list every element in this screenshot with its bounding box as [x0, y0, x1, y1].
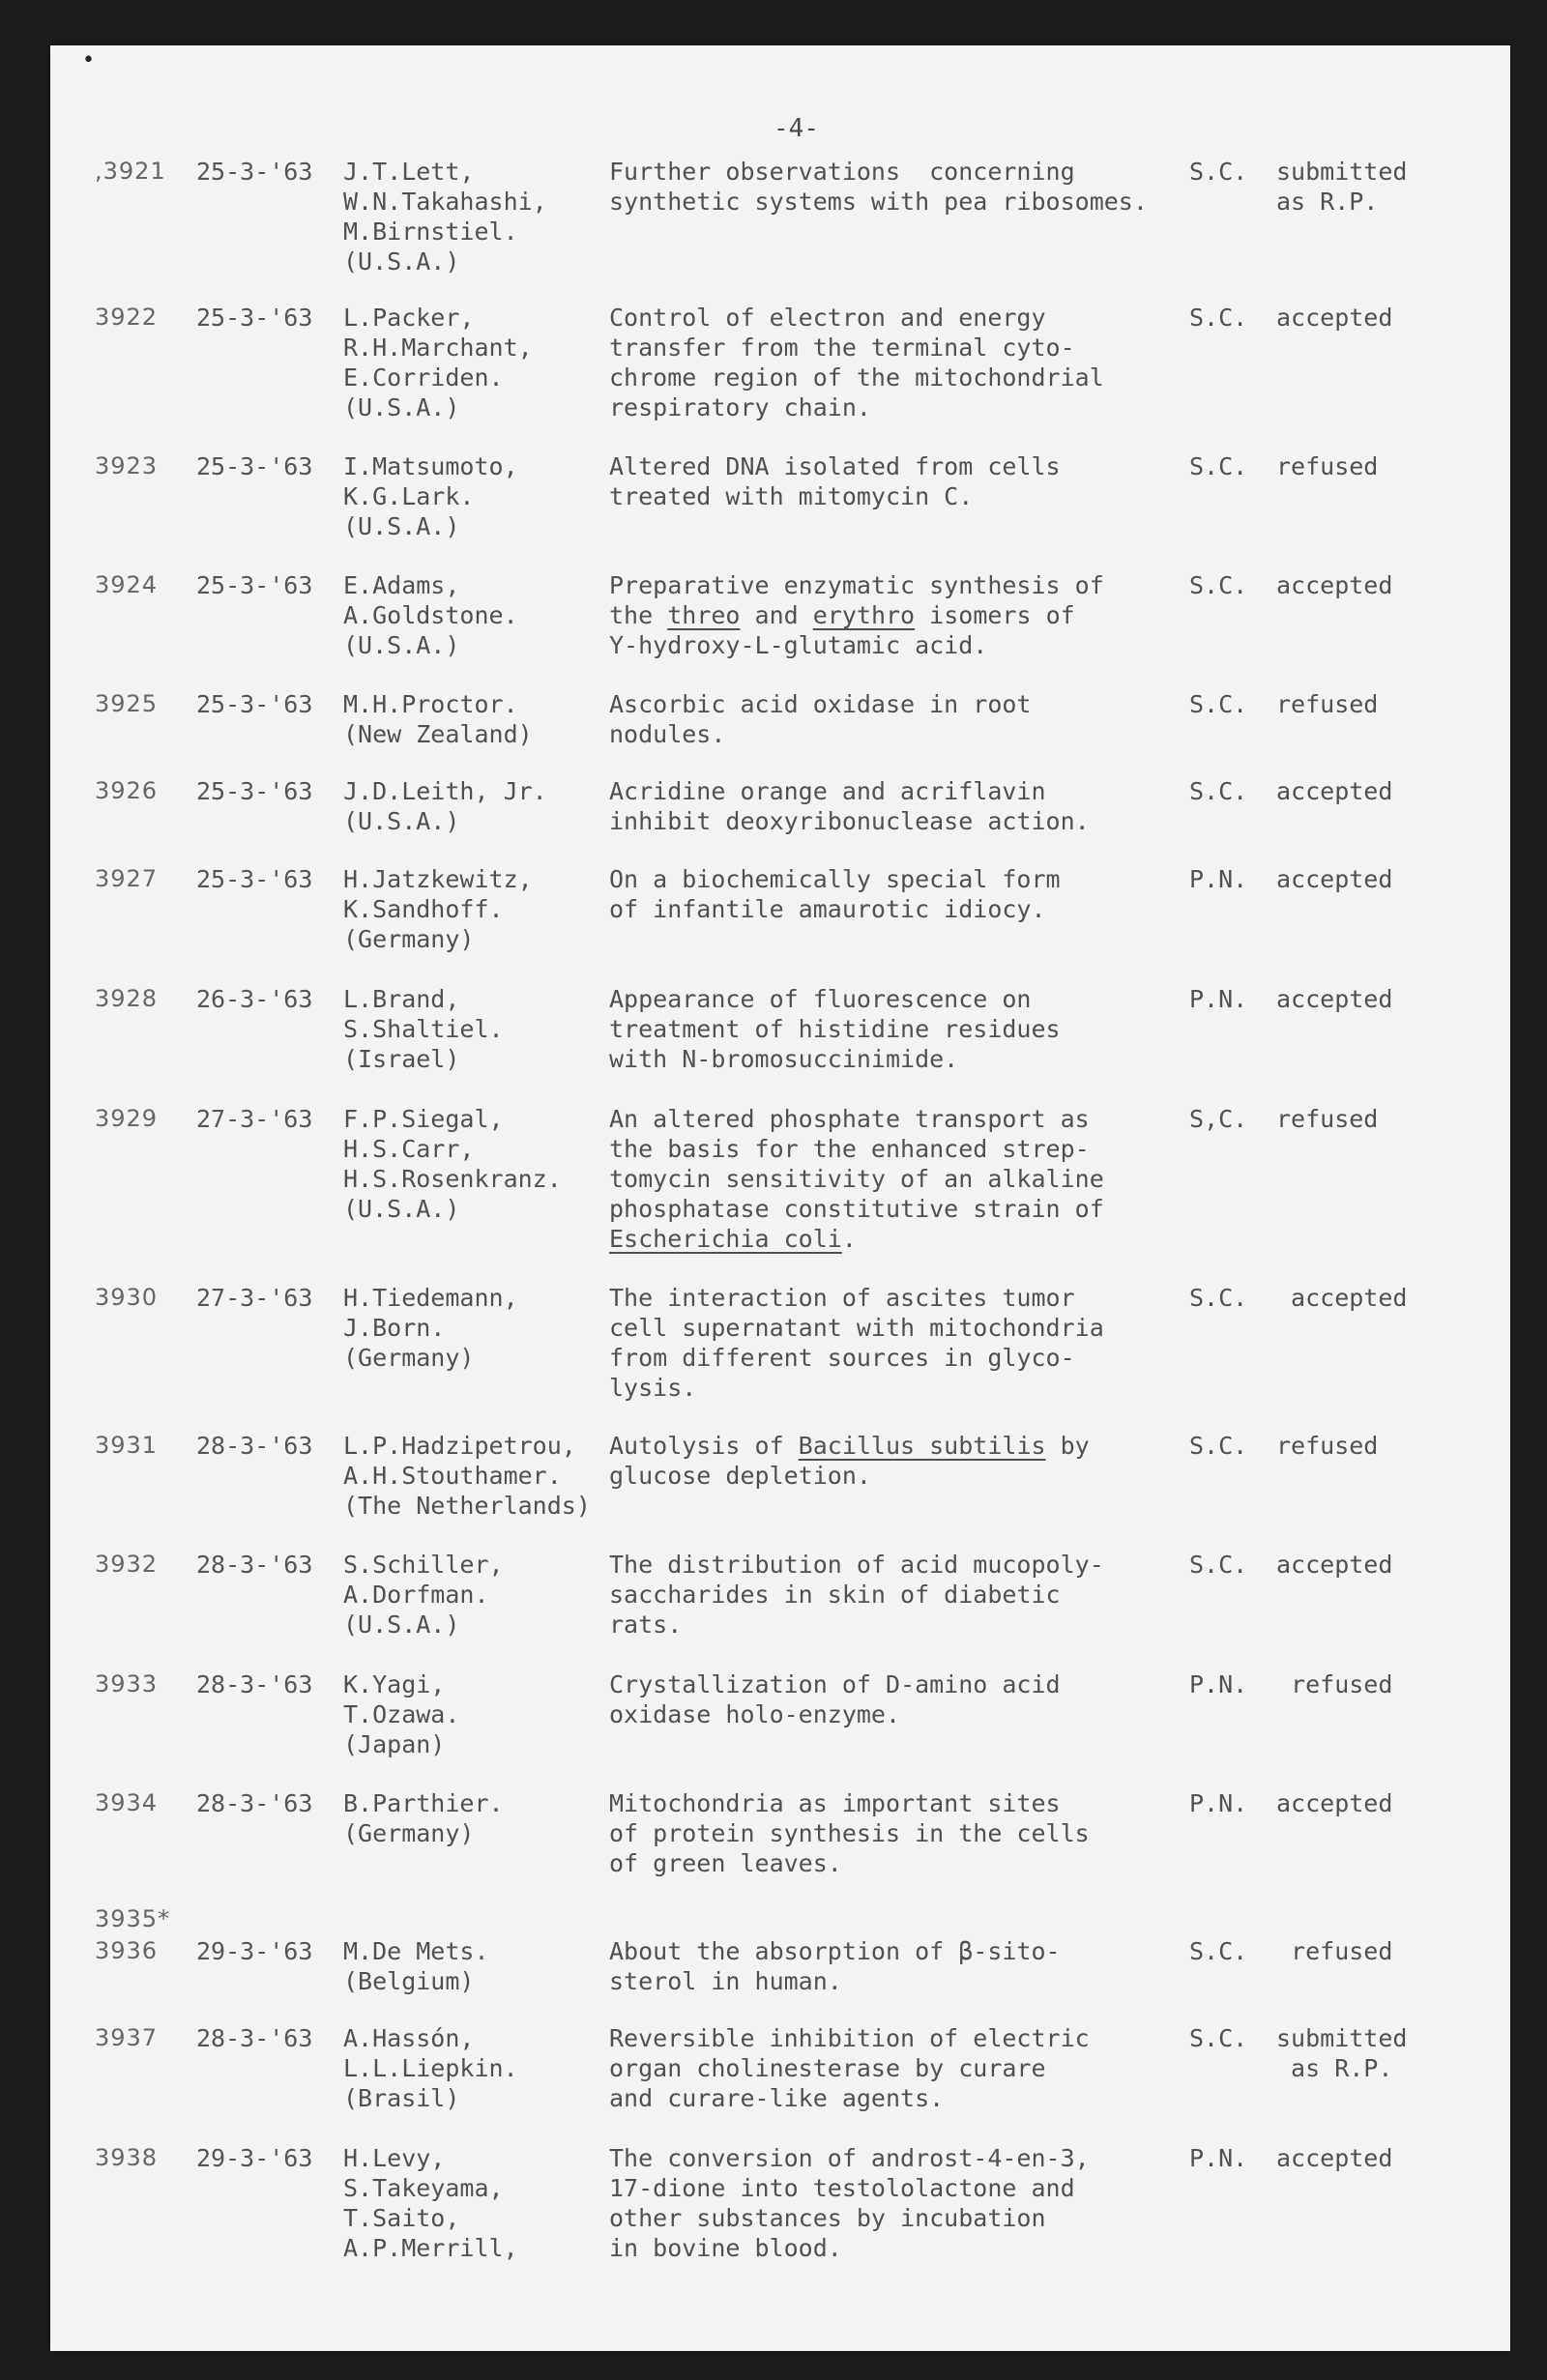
entry-author-line: K.G.Lark.	[343, 482, 475, 510]
entry-author-column	[343, 570, 518, 660]
entry-status-line: accepted	[1276, 1284, 1408, 1312]
entry-author-column	[343, 451, 518, 541]
entry-date: 27-3-'63	[196, 1284, 313, 1312]
entry-title-line: Reversible inhibition of electric	[609, 2024, 1090, 2052]
entry-number: 3925	[95, 690, 159, 717]
entry-number: ,3921	[95, 158, 166, 185]
entry-author-column	[343, 157, 547, 276]
entry-status-line: refused	[1276, 1670, 1393, 1698]
entry-title-line: Appearance of fluorescence on	[609, 985, 1032, 1013]
entry-author-line: (U.S.A.)	[343, 1611, 460, 1639]
entry-status-line: accepted	[1276, 1789, 1393, 1817]
entry-number: 3933	[95, 1670, 159, 1698]
entry-title-line: phosphatase constitutive strain of	[609, 1195, 1104, 1223]
entry-author-line: S.Shaltiel.	[343, 1015, 504, 1043]
entry-author-column	[343, 984, 504, 1074]
entry-status-column	[1276, 451, 1378, 481]
entry-title-line: treated with mitomycin C.	[609, 482, 974, 510]
entry-status-line: accepted	[1276, 2144, 1393, 2172]
entry-status-column	[1276, 1104, 1378, 1134]
entry-publication: S.C.	[1189, 690, 1248, 718]
entry-title-line: Y-hydroxy-L-glutamic acid.	[609, 631, 988, 659]
entry-status-column	[1276, 1283, 1407, 1313]
entry-status-line: accepted	[1276, 777, 1393, 805]
entry-status-line: refused	[1276, 690, 1379, 718]
entry-author-column	[343, 1104, 562, 1224]
entry-title-line: inhibit deoxyribonuclease action.	[609, 807, 1090, 835]
entry-author-line: L.L.Liepkin.	[343, 2054, 518, 2082]
entry-date: 25-3-'63	[196, 865, 313, 893]
entry-author-column	[343, 2023, 518, 2113]
entry-title-column	[609, 1431, 1090, 1491]
entry-publication: S,C.	[1189, 1105, 1248, 1133]
page-mark: •	[82, 48, 95, 73]
entry-title-column	[609, 157, 1148, 217]
entry-publication: S.C.	[1189, 1432, 1248, 1460]
entry-title-line: of protein synthesis in the cells	[609, 1819, 1090, 1847]
entry-number: 3932	[95, 1551, 159, 1578]
entry-status-line: accepted	[1276, 571, 1393, 599]
entry-author-column	[343, 2143, 518, 2263]
entry-author-column	[343, 1936, 489, 1996]
entry-title-line: Ascorbic acid oxidase in root	[609, 690, 1032, 718]
entry-title-line: Acridine orange and acriflavin	[609, 777, 1046, 805]
entry-title-line: saccharides in skin of diabetic	[609, 1581, 1061, 1609]
entry-title-line: Control of electron and energy	[609, 304, 1046, 332]
entry-title-line: treatment of histidine residues	[609, 1015, 1061, 1043]
entry-date: 28-3-'63	[196, 2024, 313, 2052]
entry-author-line: H.S.Rosenkranz.	[343, 1165, 562, 1193]
entry-author-line: W.N.Takahashi,	[343, 188, 547, 216]
entry-status-line: accepted	[1276, 985, 1393, 1013]
entry-title-line: the basis for the enhanced strep-	[609, 1135, 1090, 1163]
entry-number: 3922	[95, 304, 159, 331]
entry-title-line: Altered DNA isolated from cells	[609, 452, 1061, 480]
entry-author-line: (Belgium)	[343, 1967, 475, 1995]
entry-title-column	[609, 1283, 1104, 1403]
entry-author-line: L.Brand,	[343, 985, 460, 1013]
entry-status-line: as R.P.	[1276, 188, 1379, 216]
entry-title-column	[609, 2023, 1090, 2113]
entry-publication: P.N.	[1189, 985, 1248, 1013]
entry-publication: P.N.	[1189, 865, 1248, 893]
page-number: -4-	[774, 114, 819, 143]
entry-date: 26-3-'63	[196, 985, 313, 1013]
entry-title-column	[609, 2143, 1090, 2263]
entry-date: 25-3-'63	[196, 452, 313, 480]
entry-title-line: synthetic systems with pea ribosomes.	[609, 188, 1148, 216]
entry-title-column	[609, 1669, 1061, 1729]
entry-author-line: F.P.Siegal,	[343, 1105, 504, 1133]
entry-title-line: the threo and erythro isomers of	[609, 601, 1075, 629]
entry-title-column	[609, 1788, 1090, 1878]
entry-title-line: Autolysis of Bacillus subtilis by	[609, 1432, 1090, 1460]
entry-author-line: H.Jatzkewitz,	[343, 865, 533, 893]
entry-author-line: A.P.Merrill,	[343, 2234, 518, 2262]
entry-author-line: I.Matsumoto,	[343, 452, 518, 480]
entry-date: 29-3-'63	[196, 2144, 313, 2172]
entry-status-line: as R.P.	[1276, 2054, 1393, 2082]
entry-date: 28-3-'63	[196, 1551, 313, 1579]
entry-author-line: S.Schiller,	[343, 1551, 504, 1579]
entry-author-line: M.De Mets.	[343, 1937, 489, 1965]
entry-author-line: (U.S.A.)	[343, 393, 460, 421]
entry-title-line: An altered phosphate transport as	[609, 1105, 1090, 1133]
entry-publication: S.C.	[1189, 1937, 1248, 1965]
entry-author-line: S.Takeyama,	[343, 2174, 504, 2202]
entry-status-line: refused	[1276, 1937, 1393, 1965]
entry-author-line: A.Dorfman.	[343, 1581, 489, 1609]
entry-title-line: 17-dione into testololactone and	[609, 2174, 1075, 2202]
entry-publication: S.C.	[1189, 158, 1248, 186]
entry-author-line: (Germany)	[343, 1819, 475, 1847]
entry-title-line: cell supernatant with mitochondria	[609, 1314, 1104, 1342]
entry-title-line: On a biochemically special form	[609, 865, 1061, 893]
entry-title-line: Further observations concerning	[609, 158, 1075, 186]
entry-title-line: from different sources in glyco-	[609, 1344, 1075, 1372]
entry-title-line: tomycin sensitivity of an alkaline	[609, 1165, 1104, 1193]
entry-author-line: L.Packer,	[343, 304, 475, 332]
entry-status-column	[1276, 2023, 1407, 2083]
entry-number: 3936	[95, 1937, 159, 1964]
entry-title-column	[609, 1550, 1104, 1640]
entry-number: 3928	[95, 985, 159, 1012]
entry-author-line: B.Parthier.	[343, 1789, 504, 1817]
entry-status-line: refused	[1276, 1105, 1379, 1133]
entry-title-line: of infantile amaurotic idiocy.	[609, 895, 1046, 923]
entry-author-line: (Germany)	[343, 925, 475, 953]
entry-date: 25-3-'63	[196, 304, 313, 332]
entry-date: 29-3-'63	[196, 1937, 313, 1965]
entry-date: 28-3-'63	[196, 1432, 313, 1460]
entry-title-line: respiratory chain.	[609, 393, 871, 421]
entry-status-column	[1276, 689, 1378, 719]
entry-status-column	[1276, 1669, 1392, 1699]
entry-author-line: A.Hassón,	[343, 2024, 475, 2052]
entry-date: 25-3-'63	[196, 158, 313, 186]
entry-publication: S.C.	[1189, 304, 1248, 332]
entry-author-line: (U.S.A.)	[343, 807, 460, 835]
entry-date: 25-3-'63	[196, 690, 313, 718]
entry-title-line: glucose depletion.	[609, 1462, 871, 1490]
entry-publication: P.N.	[1189, 2144, 1248, 2172]
entry-number: 3924	[95, 571, 159, 598]
entry-title-line: other substances by incubation	[609, 2204, 1046, 2232]
entry-status-column	[1276, 1788, 1392, 1818]
entry-title-line: Crystallization of D-amino acid	[609, 1670, 1061, 1698]
entry-number: 3927	[95, 865, 159, 892]
entry-title-line: The distribution of acid mucopoly-	[609, 1551, 1104, 1579]
entry-number: 3937	[95, 2024, 159, 2051]
entry-author-line: M.Birnstiel.	[343, 218, 518, 246]
entry-author-line: (U.S.A.)	[343, 512, 460, 540]
entry-title-line: lysis.	[609, 1374, 697, 1402]
entry-number: 3930	[95, 1284, 159, 1311]
entry-status-line: submitted	[1276, 158, 1408, 186]
entry-author-line: J.D.Leith, Jr.	[343, 777, 547, 805]
entry-author-line: (U.S.A.)	[343, 247, 460, 276]
entry-number: 3926	[95, 777, 159, 804]
entry-title-line: in bovine blood.	[609, 2234, 842, 2262]
entry-publication: P.N.	[1189, 1670, 1248, 1698]
entry-number: 3923	[95, 452, 159, 479]
entry-author-line: (The Netherlands)	[343, 1492, 591, 1520]
entry-author-line: L.P.Hadzipetrou,	[343, 1432, 576, 1460]
entry-author-line: (U.S.A.)	[343, 631, 460, 659]
entry-author-line: K.Yagi,	[343, 1670, 446, 1698]
entry-author-line: J.T.Lett,	[343, 158, 475, 186]
entry-author-line: H.Levy,	[343, 2144, 446, 2172]
entry-status-column	[1276, 776, 1392, 806]
entry-author-line: (Brasil)	[343, 2084, 460, 2112]
entry-author-line: (U.S.A.)	[343, 1195, 460, 1223]
entry-title-column	[609, 1936, 1061, 1996]
entry-status-column	[1276, 2143, 1392, 2173]
entry-status-line: refused	[1276, 1432, 1379, 1460]
entry-title-line: sterol in human.	[609, 1967, 842, 1995]
entry-title-line: chrome region of the mitochondrial	[609, 363, 1104, 392]
entry-title-line: Escherichia coli.	[609, 1225, 857, 1253]
entry-status-column	[1276, 1550, 1392, 1580]
entry-author-column	[343, 689, 533, 749]
entry-title-column	[609, 689, 1032, 749]
entry-status-column	[1276, 984, 1392, 1014]
entry-publication: S.C.	[1189, 777, 1248, 805]
entry-number: 3935*	[95, 1905, 171, 1932]
entry-status-column	[1276, 1936, 1392, 1966]
entry-status-column	[1276, 1431, 1378, 1461]
entry-date: 28-3-'63	[196, 1670, 313, 1698]
entry-title-line: and curare-like agents.	[609, 2084, 945, 2112]
entry-publication: S.C.	[1189, 571, 1248, 599]
entry-author-line: T.Saito,	[343, 2204, 460, 2232]
entry-publication: S.C.	[1189, 1284, 1248, 1312]
entry-title-line: organ cholinesterase by curare	[609, 2054, 1046, 2082]
entry-publication: P.N.	[1189, 1789, 1248, 1817]
entry-title-column	[609, 303, 1104, 422]
entry-author-line: H.Tiedemann,	[343, 1284, 518, 1312]
entry-author-column	[343, 303, 533, 422]
entry-status-line: submitted	[1276, 2024, 1408, 2052]
entry-author-column	[343, 1550, 504, 1640]
entry-title-column	[609, 864, 1061, 924]
entry-title-column	[609, 451, 1061, 511]
entry-status-line: accepted	[1276, 304, 1393, 332]
entry-title-line: nodules.	[609, 720, 726, 748]
entry-author-line: (Japan)	[343, 1730, 446, 1758]
entry-title-line: The interaction of ascites tumor	[609, 1284, 1075, 1312]
entry-number: 3934	[95, 1789, 159, 1816]
entry-author-line: E.Corriden.	[343, 363, 504, 392]
entry-title-line: Preparative enzymatic synthesis of	[609, 571, 1104, 599]
entry-title-line: with N-bromosuccinimide.	[609, 1045, 959, 1073]
entry-author-line: (Israel)	[343, 1045, 460, 1073]
entry-author-line: R.H.Marchant,	[343, 334, 533, 362]
entry-status-column	[1276, 157, 1407, 217]
entry-status-line: accepted	[1276, 865, 1393, 893]
entry-author-column	[343, 1788, 504, 1848]
entry-title-line: transfer from the terminal cyto-	[609, 334, 1075, 362]
entry-title-line: Mitochondria as important sites	[609, 1789, 1061, 1817]
entry-title-column	[609, 984, 1061, 1074]
entry-date: 27-3-'63	[196, 1105, 313, 1133]
entry-title-column	[609, 776, 1090, 836]
entry-author-column	[343, 864, 533, 954]
entry-author-line: A.Goldstone.	[343, 601, 518, 629]
entry-author-line: K.Sandhoff.	[343, 895, 504, 923]
entry-author-line: H.S.Carr,	[343, 1135, 475, 1163]
entry-number: 3929	[95, 1105, 159, 1132]
entry-date: 25-3-'63	[196, 777, 313, 805]
entry-author-column	[343, 1669, 459, 1759]
entry-author-line: (Germany)	[343, 1344, 475, 1372]
entry-number: 3938	[95, 2144, 159, 2171]
entry-status-column	[1276, 864, 1392, 894]
entry-number: 3931	[95, 1432, 159, 1459]
entry-author-line: J.Born.	[343, 1314, 446, 1342]
entry-author-line: E.Adams,	[343, 571, 460, 599]
entry-publication: S.C.	[1189, 452, 1248, 480]
entry-title-line: of green leaves.	[609, 1849, 842, 1877]
entry-author-line: A.H.Stouthamer.	[343, 1462, 562, 1490]
entry-date: 28-3-'63	[196, 1789, 313, 1817]
entry-author-line: T.Ozawa.	[343, 1700, 460, 1728]
entry-status-column	[1276, 303, 1392, 333]
entry-author-line: (New Zealand)	[343, 720, 533, 748]
entry-author-column	[343, 776, 547, 836]
entry-title-column	[609, 570, 1104, 660]
entry-publication: S.C.	[1189, 1551, 1248, 1579]
entry-status-column	[1276, 570, 1392, 600]
entry-status-line: accepted	[1276, 1551, 1393, 1579]
entry-publication: S.C.	[1189, 2024, 1248, 2052]
entry-title-line: About the absorption of β-sito-	[609, 1937, 1061, 1965]
entry-title-line: rats.	[609, 1611, 683, 1639]
entry-author-column	[343, 1431, 591, 1521]
entry-author-column	[343, 1283, 518, 1373]
entry-date: 25-3-'63	[196, 571, 313, 599]
entry-title-column	[609, 1104, 1104, 1254]
entry-author-line: M.H.Proctor.	[343, 690, 518, 718]
entry-title-line: The conversion of androst-4-en-3,	[609, 2144, 1090, 2172]
entry-status-line: refused	[1276, 452, 1379, 480]
entry-title-line: oxidase holo-enzyme.	[609, 1700, 901, 1728]
